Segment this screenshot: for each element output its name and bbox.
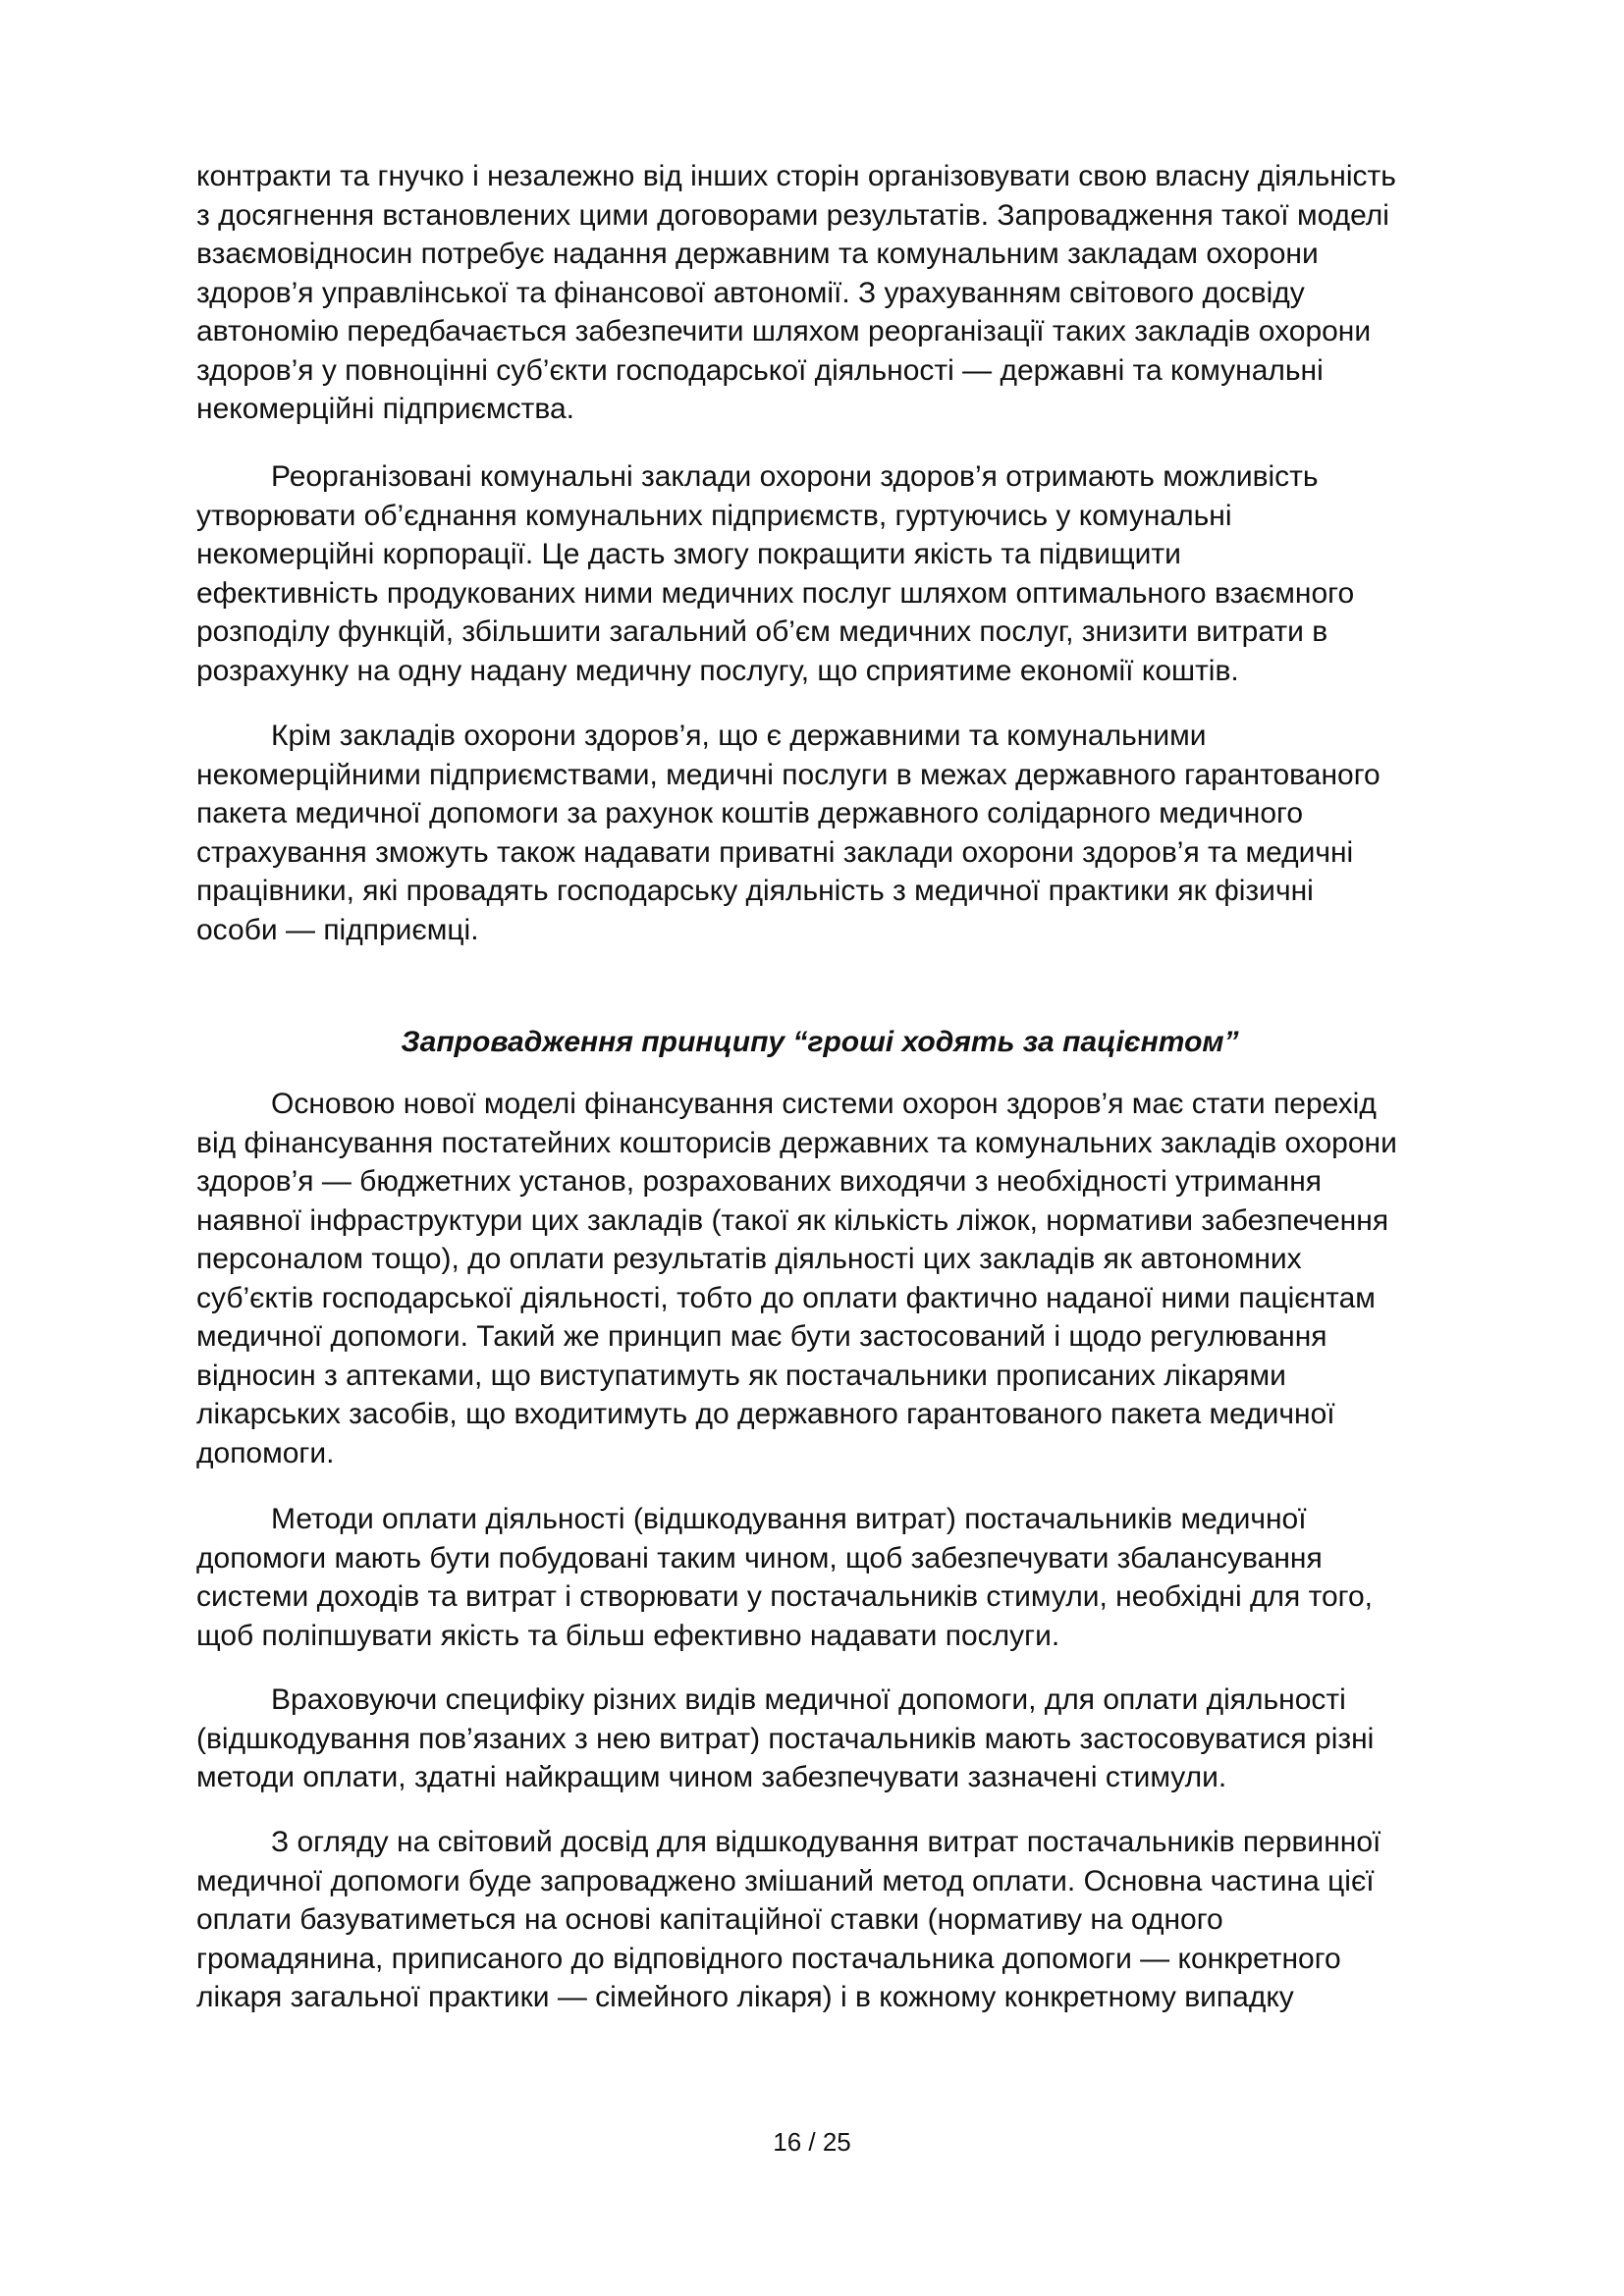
page-number: 16 / 25	[773, 2127, 851, 2157]
paragraph-autonomy-continuation: контракти та гнучко і незалежно від інших сторін організовувати свою власну діяльність з досягнення встановлених цими договорами результатів. Запровадження такої моделі взаємовідносин потребує надання державним та комунальним закладам охорони здоров’я управлінської та фінансової автономії. З урахуванням світового досвіду автономію передбачається забезпечити шляхом реорганізації таких закладів охорони здоров’я у повноцінні суб’єкти господарської діяльності — державні та комунальні некомерційні підприємства.	[196, 160, 1396, 425]
paragraph-payment-methods: Методи оплати діяльності (відшкодування витрат) постачальників медичної допомоги мають бути побудовані таким чином, щоб забезпечувати збалансування системи доходів та витрат і створювати у постачальників стимули, необхідні для того, щоб поліпшувати якість та більш ефективно надавати послуги.	[196, 1503, 1373, 1652]
paragraph-primary-care-payment: З огляду на світовий досвід для відшкодування витрат постачальників первинної медичної допомоги буде запроваджено змішаний метод оплати. Основна частина цієї оплати базуватиметься на основі капітаційної ставки (нормативу на одного громадянина, приписаного до відповідного постачальника допомоги — конкретного лікаря загальної практики — сімейного лікаря) і в кожному конкретному випадку	[196, 1826, 1381, 2013]
paragraph-payment-specifics: Враховуючи специфіку різних видів медичної допомоги, для оплати діяльності (відшкодування пов’язаних з нею витрат) постачальників мають застосовуватися різні методи оплати, здатні найкращим чином забезпечувати зазначені стимули.	[196, 1683, 1375, 1793]
section-heading: Запровадження принципу “гроші ходять за пацієнтом”	[401, 1026, 1239, 1058]
paragraph-communal-associations: Реорганізовані комунальні заклади охорони здоров’я отримають можливість утворювати об’єднання комунальних підприємств, гуртуючись у комунальні некомерційні корпорації. Це дасть змогу покращити якість та підвищити ефективність продукованих ними медичних послуг шляхом оптимального взаємного розподілу функцій, збільшити загальний об’єм медичних послуг, знизити витрати в розрахунку на одну надану медичну послугу, що сприятиме економії коштів.	[196, 460, 1355, 687]
paragraph-private-providers: Крім закладів охорони здоров’я, що є державними та комунальними некомерційними підприємствами, медичні послуги в межах державного гарантованого пакета медичної допомоги за рахунок коштів державного солідарного медичного страхування зможуть також надавати приватні заклади охорони здоров’я та медичні працівники, які провадять господарську діяльність з медичної практики як фізичні особи — підприємці.	[196, 720, 1380, 946]
paragraph-financing-model: Основою нової моделі фінансування системи охорон здоров’я має стати перехід від фінансування постатейних кошторисів державних та комунальних закладів охорони здоров’я — бюджетних установ, розрахованих виходячи з необхідності утримання наявної інфраструктури цих закладів (такої як кількість ліжок, нормативи забезпечення персоналом тощо), до оплати результатів діяльності цих закладів як автономних суб’єктів господарської діяльності, тобто до оплати фактично наданої ними пацієнтам медичної допомоги. Такий же принцип має бути застосований і щодо регулювання відносин з аптеками, що виступатимуть як постачальники прописаних лікарями лікарських засобів, що входитимуть до державного гарантованого пакета медичної допомоги.	[196, 1088, 1397, 1469]
